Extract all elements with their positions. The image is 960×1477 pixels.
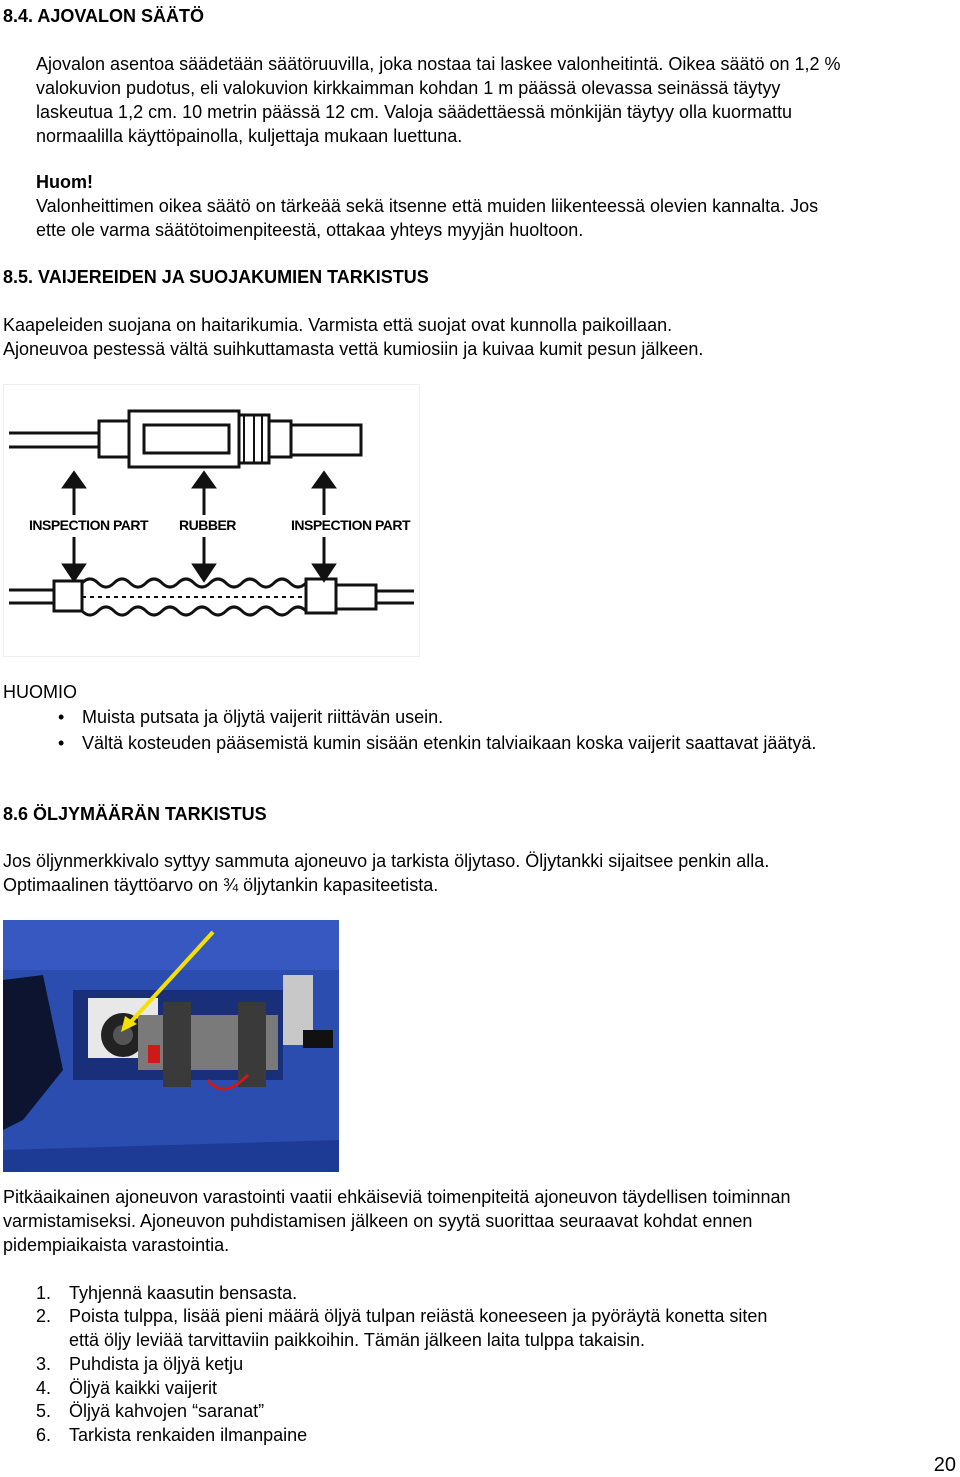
text-line: Jos öljynmerkkivalo syttyy sammuta ajoneuvo ja tarkista öljytaso. Öljytankki sijaitsee penkin alla. — [3, 851, 770, 871]
label-inspection-part-left: INSPECTION PART — [29, 517, 149, 533]
list-text: Tarkista renkaiden ilmanpaine — [69, 1425, 308, 1445]
text-line: valokuvion pudotus, eli valokuvion kirkkaimman kohdan 1 m päässä olevassa seinässä täytyy — [36, 78, 781, 98]
bullet-text: Vältä kosteuden pääsemistä kumin sisään etenkin talviaikaan koska vaijerit saattavat jäätyä. — [82, 733, 817, 753]
cable-boot-diagram — [3, 384, 420, 657]
list-item — [36, 1423, 936, 1447]
text-line: varmistamiseksi. Ajoneuvon puhdistamisen jälkeen on syytä suorittaa seuraavat kohdat ennen — [3, 1211, 753, 1231]
list-number: 6. — [36, 1425, 52, 1445]
text-line: Ajoneuvoa pestessä vältä suihkuttamasta vettä kumiosiin ja kuivaa kumit pesun jälkeen. — [3, 339, 704, 359]
text-line: Pitkäaikainen ajoneuvon varastointi vaatii ehkäiseviä toimenpiteitä ajoneuvon täydellisen toiminnan — [3, 1187, 791, 1207]
oil-tank-photo-drawing — [3, 920, 339, 1172]
page-number: 20 — [933, 1454, 956, 1476]
list-number: 4. — [36, 1378, 52, 1398]
text-line: pidempiaikaista varastointia. — [3, 1235, 230, 1255]
bullet-text: Muista putsata ja öljytä vaijerit riittävän usein. — [82, 707, 444, 727]
bullet-icon: • — [58, 707, 65, 727]
text-line: Ajovalon asentoa säädetään säätöruuvilla, joka nostaa tai laskee valonheitintä. Oikea säätö on 1,2 % — [36, 54, 841, 74]
note-title: Huom! — [36, 172, 93, 192]
list-text: Puhdista ja öljyä ketju — [69, 1354, 244, 1374]
oil-tank-photo — [3, 920, 339, 1172]
label-inspection-part-right: INSPECTION PART — [291, 517, 411, 533]
section-heading-8-4: 8.4. AJOVALON SÄÄTÖ — [3, 6, 205, 26]
list-text: Öljyä kaikki vaijerit — [69, 1378, 218, 1398]
text-line: Optimaalinen täyttöarvo on ¾ öljytankin kapasiteetista. — [3, 875, 439, 895]
bullet-icon: • — [58, 733, 65, 753]
text-line: Kaapeleiden suojana on haitarikumia. Varmista että suojat ovat kunnolla paikoillaan. — [3, 315, 673, 335]
list-text: Poista tulppa, lisää pieni määrä öljyä tulpan reiästä koneeseen ja pyöräytä konetta siten — [69, 1306, 768, 1326]
list-number: 2. — [36, 1306, 52, 1326]
paragraph-headlight-adjustment — [36, 52, 956, 148]
list-number: 3. — [36, 1354, 52, 1374]
list-item — [36, 1352, 936, 1376]
list-number: 1. — [36, 1283, 52, 1303]
list-text: Tyhjennä kaasutin bensasta. — [69, 1283, 298, 1303]
list-item — [36, 1376, 936, 1400]
list-number: 5. — [36, 1401, 52, 1421]
paragraph-storage-intro — [3, 1185, 953, 1257]
list-item — [36, 1399, 936, 1423]
text-line: Valonheittimen oikea säätö on tärkeää sekä itsenne että muiden liikenteessä olevien kannalta. Jos — [36, 196, 819, 216]
paragraph-oil-check — [3, 849, 953, 897]
list-text: Öljyä kahvojen “saranat” — [69, 1401, 265, 1421]
paragraph-cable-protection — [3, 313, 953, 361]
text-line: ette ole varma säätötoimenpiteestä, ottakaa yhteys myyjän huoltoon. — [36, 220, 584, 240]
list-item — [36, 1304, 936, 1352]
list-item — [36, 1281, 936, 1305]
huomio-title: HUOMIO — [3, 682, 77, 702]
text-line: normaalilla käyttöpainolla, kuljettaja mukaan luettuna. — [36, 126, 463, 146]
label-rubber: RUBBER — [179, 517, 236, 533]
list-text: että öljy leviää tarvittaviin paikkoihin. Tämän jälkeen laita tulppa takaisin. — [69, 1330, 645, 1350]
text-line: laskeutua 1,2 cm. 10 metrin päässä 12 cm. Valoja säädettäessä mönkijän täytyy olla kuormattu — [36, 102, 793, 122]
note-paragraph — [36, 194, 956, 242]
section-heading-8-6: 8.6 ÖLJYMÄÄRÄN TARKISTUS — [3, 804, 267, 824]
section-heading-8-5: 8.5. VAIJEREIDEN JA SUOJAKUMIEN TARKISTUS — [3, 267, 429, 287]
